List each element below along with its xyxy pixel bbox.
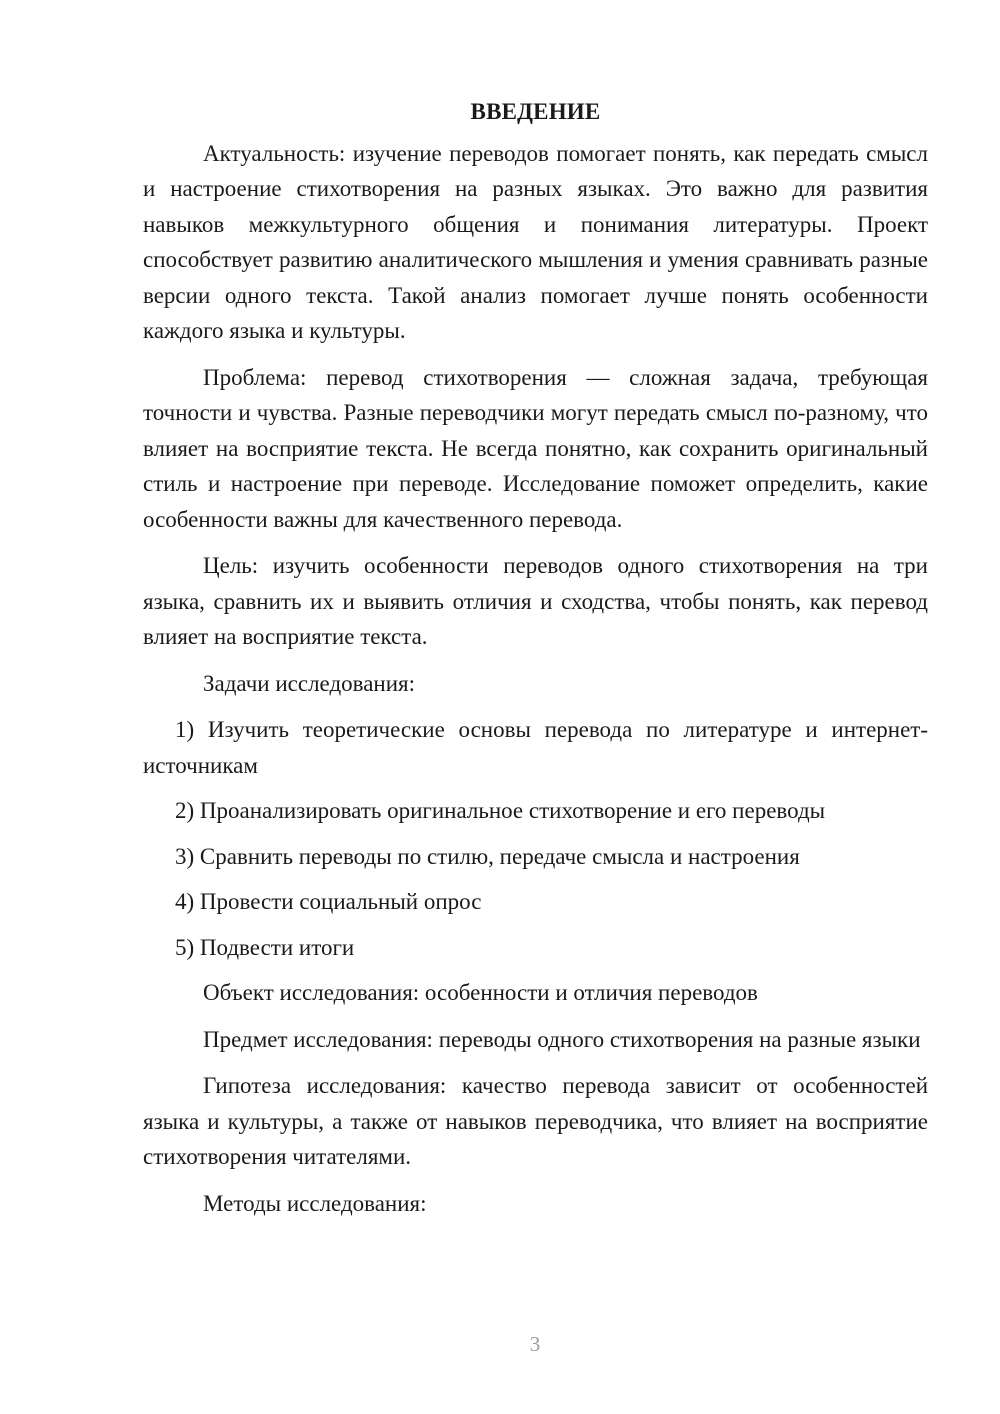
paragraph-goal: Цель: изучить особенности переводов одного стихотворения на три языка, сравнить их и выявить отличия и сходства, чтобы понять, как перевод влияет на восприятие текста. [143,553,928,649]
list-item-task-5: 5) Подвести итоги [175,934,355,960]
page-title: ВВЕДЕНИЕ [470,99,601,124]
list-item-task-1: 1) Изучить теоретические основы перевода по литературе и интернет-источникам [143,717,928,778]
tasks-heading: Задачи исследования: [203,670,416,696]
paragraph-relevance: Актуальность: изучение переводов помогает понять, как передать смысл и настроение стихотворения на разных языках. Это важно для развития навыков межкультурного общения и понимания литературы. Проект способствует развитию аналитического мышления и умения сравнивать разные версии одного текста. Такой анализ помогает лучше понять особенности каждого языка и культуры. [143,140,928,343]
list-item-task-3: 3) Сравнить переводы по стилю, передаче смысла и настроения [175,843,800,869]
paragraph-subject: Предмет исследования: переводы одного стихотворения на разные языки [203,1026,921,1052]
paragraph-object: Объект исследования: особенности и отличия переводов [203,980,758,1005]
list-item-task-2: 2) Проанализировать оригинальное стихотворение и его переводы [175,798,826,823]
page-number: 3 [529,1332,541,1356]
methods-heading: Методы исследования: [203,1190,427,1216]
paragraph-hypothesis: Гипотеза исследования: качество перевода зависит от особенностей языка и культуры, а также от навыков переводчика, что влияет на восприятие стихотворения читателями. [143,1073,928,1169]
paragraph-problem: Проблема: перевод стихотворения — сложная задача, требующая точности и чувства. Разные переводчики могут передать смысл по-разному, что влияет на восприятие текста. Не всегда понятно, как сохранить оригинальный стиль и настроение при переводе. Исследование поможет определить, какие особенности важны для качественного перевода. [143,364,928,532]
page-content [143,94,928,1232]
list-item-task-4: 4) Провести социальный опрос [175,889,482,914]
